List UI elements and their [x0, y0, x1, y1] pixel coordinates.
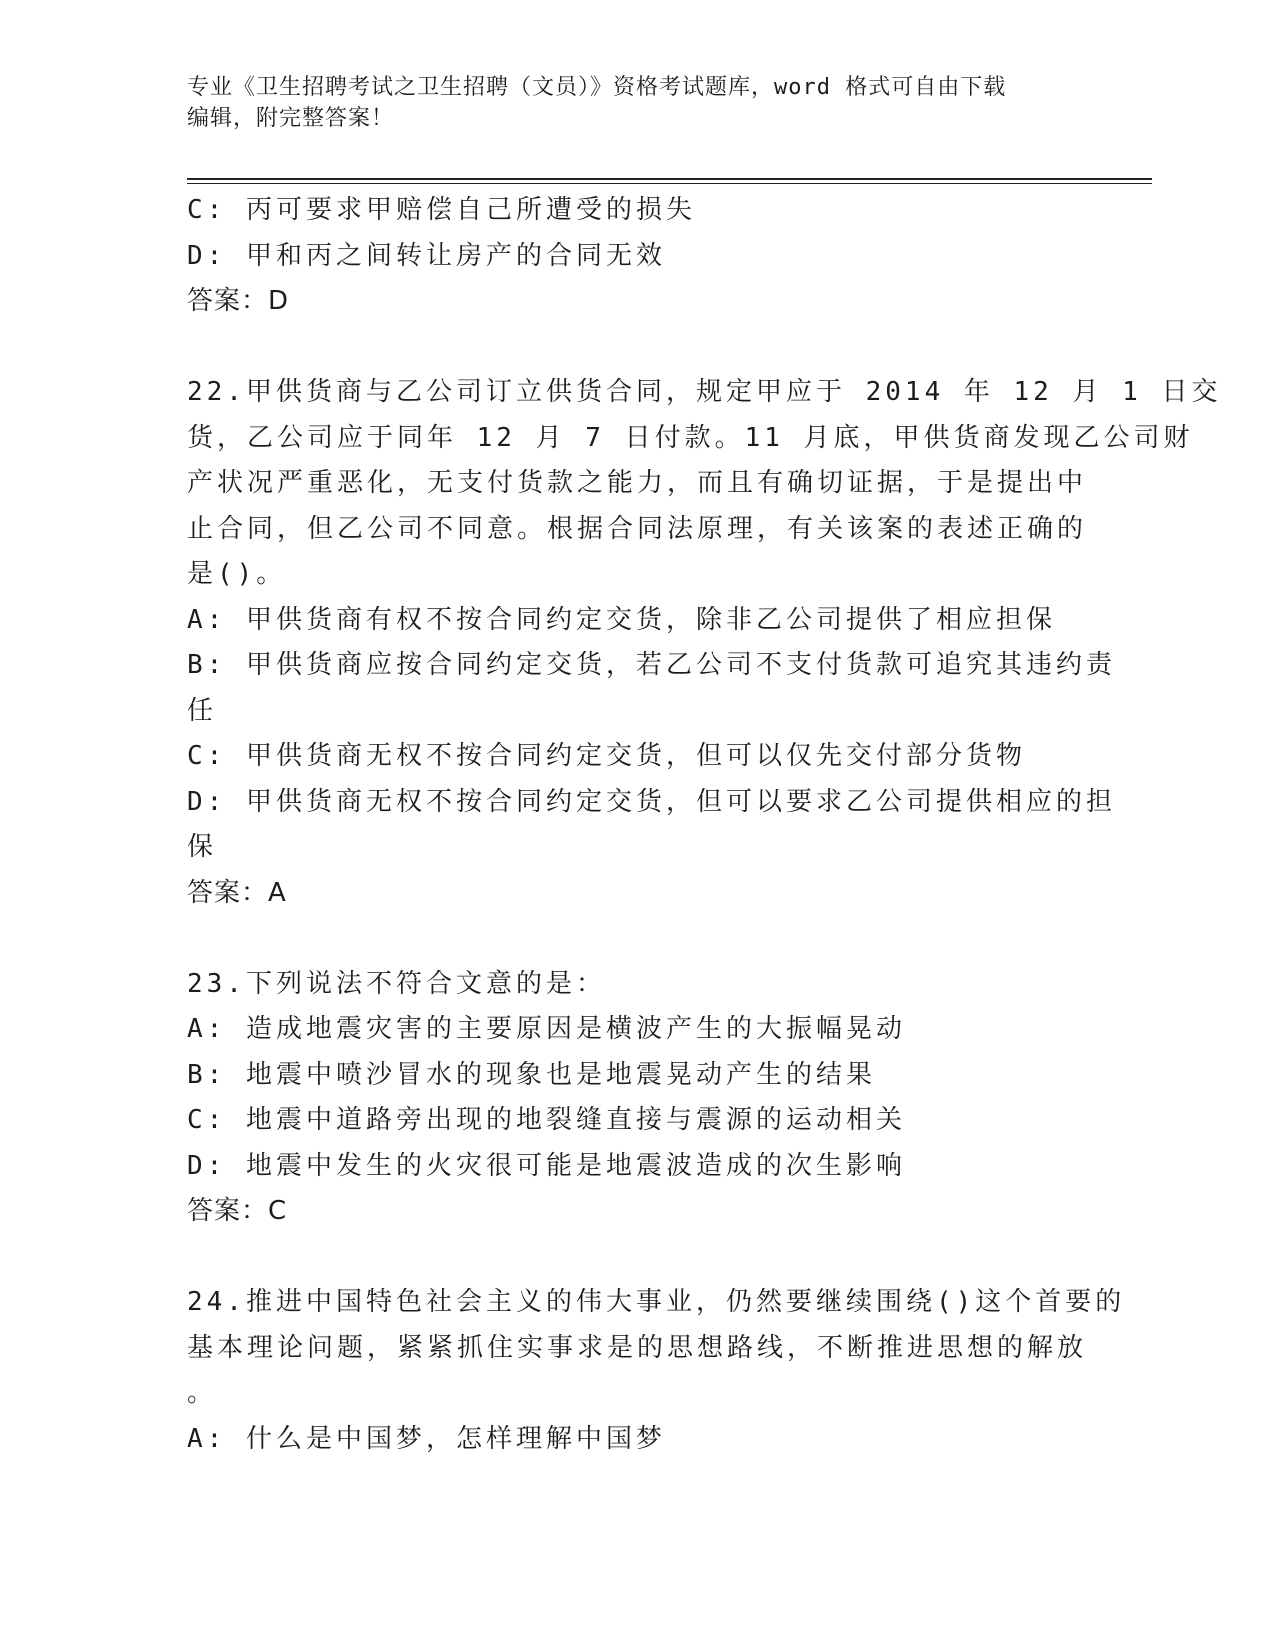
question-stem-line: 基本理论问题，紧紧抓住实事求是的思想路线，不断推进思想的解放 — [187, 1332, 1088, 1363]
question-stem-line: 货，乙公司应于同年 12 月 7 日付款。11 月底，甲供货商发现乙公司财 — [187, 422, 1194, 453]
answer: 答案：A — [187, 877, 287, 908]
answer: 答案：C — [187, 1196, 288, 1226]
document-header — [187, 72, 1067, 134]
header-rule-thin — [187, 183, 1152, 184]
question-stem-line: 是()。 — [187, 559, 287, 589]
option-c: C: 地震中道路旁出现的地裂缝直接与震源的运动相关 — [187, 1105, 906, 1135]
header-line-1: 专业《卫生招聘考试之卫生招聘（文员）》资格考试题库，word 格式可自由下载 — [187, 75, 1007, 100]
option-c: C: 丙可要求甲赔偿自己所遭受的损失 — [187, 195, 696, 225]
option-a: A: 造成地震灾害的主要原因是横波产生的大振幅晃动 — [187, 1014, 906, 1044]
option-b: B: 甲供货商应按合同约定交货，若乙公司不支付货款可追究其违约责 — [187, 650, 1116, 680]
question-23 — [187, 962, 1087, 1235]
question-stem: 23.下列说法不符合文意的是： — [187, 968, 606, 999]
option-b-continued: 任 — [187, 695, 218, 726]
header-line-2: 编辑，附完整答案！ — [187, 106, 395, 131]
question-stem-line: 。 — [187, 1378, 218, 1408]
option-b: B: 地震中喷沙冒水的现象也是地震晃动产生的结果 — [187, 1059, 876, 1090]
option-d: D: 甲供货商无权不按合同约定交货，但可以要求乙公司提供相应的担 — [187, 786, 1116, 817]
question-stem-line: 24.推进中国特色社会主义的伟大事业，仍然要继续围绕()这个首要的 — [187, 1287, 1126, 1317]
option-d: D: 地震中发生的火灾很可能是地震波造成的次生影响 — [187, 1150, 906, 1181]
option-a: A: 甲供货商有权不按合同约定交货，除非乙公司提供了相应担保 — [187, 604, 1056, 635]
option-d-continued: 保 — [187, 832, 218, 862]
option-d: D: 甲和丙之间转让房产的合同无效 — [187, 240, 666, 271]
question-content — [187, 188, 1222, 1462]
option-c: C: 甲供货商无权不按合同约定交货，但可以仅先交付部分货物 — [187, 741, 1026, 771]
question-24 — [187, 1280, 1126, 1462]
answer: 答案：D — [187, 286, 290, 316]
question-stem-line: 22.甲供货商与乙公司订立供货合同，规定甲应于 2014 年 12 月 1 日交 — [187, 377, 1222, 407]
question-stem-line: 止合同，但乙公司不同意。根据合同法原理，有关该案的表述正确的 — [187, 513, 1088, 544]
question-stem-line: 产状况严重恶化，无支付货款之能力，而且有确切证据，于是提出中 — [187, 468, 1088, 498]
question-22 — [187, 370, 1222, 916]
header-rule-thick — [187, 178, 1152, 180]
option-a: A: 什么是中国梦，怎样理解中国梦 — [187, 1423, 666, 1454]
prev-question — [187, 188, 1087, 325]
